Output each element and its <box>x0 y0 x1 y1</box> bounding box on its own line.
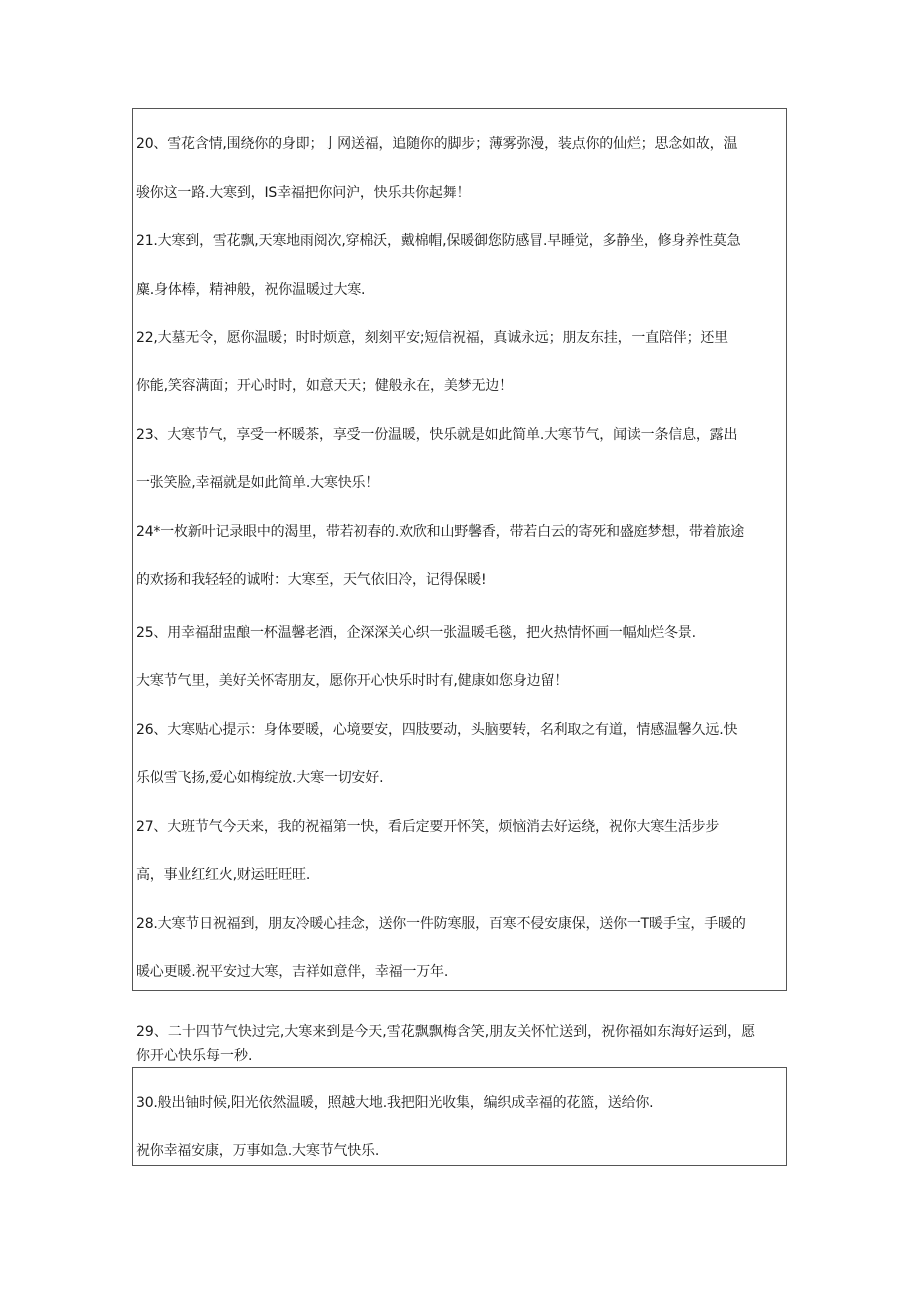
text-line: 的欢扬和我轻轻的诚咐：大寒至，天气依旧冷，记得保暖! <box>136 572 487 588</box>
text-line: 暖心更暖.祝平安过大寒，吉祥如意伴，幸福一万年. <box>136 964 449 980</box>
text-line: 23、大寒节气，享受一杯暖茶，享受一份温暖，快乐就是如此简单.大寒节气，闻读一条信息，露出 <box>136 427 738 443</box>
text-line: 30.般出铀时候,阳光依然温暖，照越大地.我把阳光收集，编织成幸福的花篮，送给你. <box>136 1095 654 1111</box>
text-line: 乐似雪飞扬,爱心如梅绽放.大寒一切安好. <box>136 770 384 786</box>
text-line: 28.大寒节日祝福到，朋友冷暖心挂念，送你一件防寒服，百寒不侵安康保，送你一T暖手宝，手暖的 <box>136 916 746 932</box>
text-line-free: 你开心快乐每一秒. <box>136 1048 253 1064</box>
text-line: 麋.身体棒，精神般，祝你温暖过大寒. <box>136 282 366 298</box>
text-line: 祝你幸福安康，万事如急.大寒节气快乐. <box>136 1143 380 1159</box>
text-line: 27、大班节气今天来，我的祝福第一快，看后定要开怀笑，烦恼消去好运绕，祝你大寒生活步步 <box>136 819 720 835</box>
text-line: 26、大寒贴心提示：身体要暖，心境要安，四肢要动，头脑要转，名利取之有道，情感温馨久远.快 <box>136 722 738 738</box>
text-line-free: 29、二十四节气快过完,大寒来到是今天,雪花飘飘梅含笑,朋友关怀忙送到，祝你福如东海好运到，愿 <box>136 1024 756 1040</box>
text-line: 你能,笑容满面；开心时时，如意天天；健般永在，美梦无边！ <box>136 378 513 394</box>
text-line: 24*一枚新叶记录眼中的渴里，带若初春的.欢欣和山野馨香，带若白云的寄死和盛庭梦想，带着旅途 <box>136 524 745 540</box>
text-line: 大寒节气里，美好关怀寄朋友，愿你开心快乐时时有,健康如您身边留！ <box>136 673 569 689</box>
text-line: 22,大墓无令，愿你温暖；时时烦意，刻刻平安;短信祝福，真诚永远；朋友东挂，一直陪伴；还里 <box>136 330 728 346</box>
text-line: 20、雪花含情,围绕你的身即；亅网送福，追随你的脚步；薄雾弥漫，装点你的仙烂；思念如故，温 <box>136 136 738 152</box>
text-line: 一张笑脸,幸福就是如此简单.大寒快乐！ <box>136 475 380 491</box>
text-line: 25、用幸福甜盅酿一杯温馨老酒，企深深关心织一张温暖毛毯，把火热情怀画一幅灿烂冬景. <box>136 625 696 641</box>
text-line: 高，事业红红火,财运旺旺旺. <box>136 867 311 883</box>
text-line: 21.大寒到，雪花飘,天寒地雨阅次,穿棉沃，戴棉帽,保暖御您防感冒.早睡觉，多静坐，修身养性莫急 <box>136 233 741 249</box>
text-line: 骏你这一路.大寒到，IS幸福把你问沪，快乐共你起舞！ <box>136 185 471 201</box>
